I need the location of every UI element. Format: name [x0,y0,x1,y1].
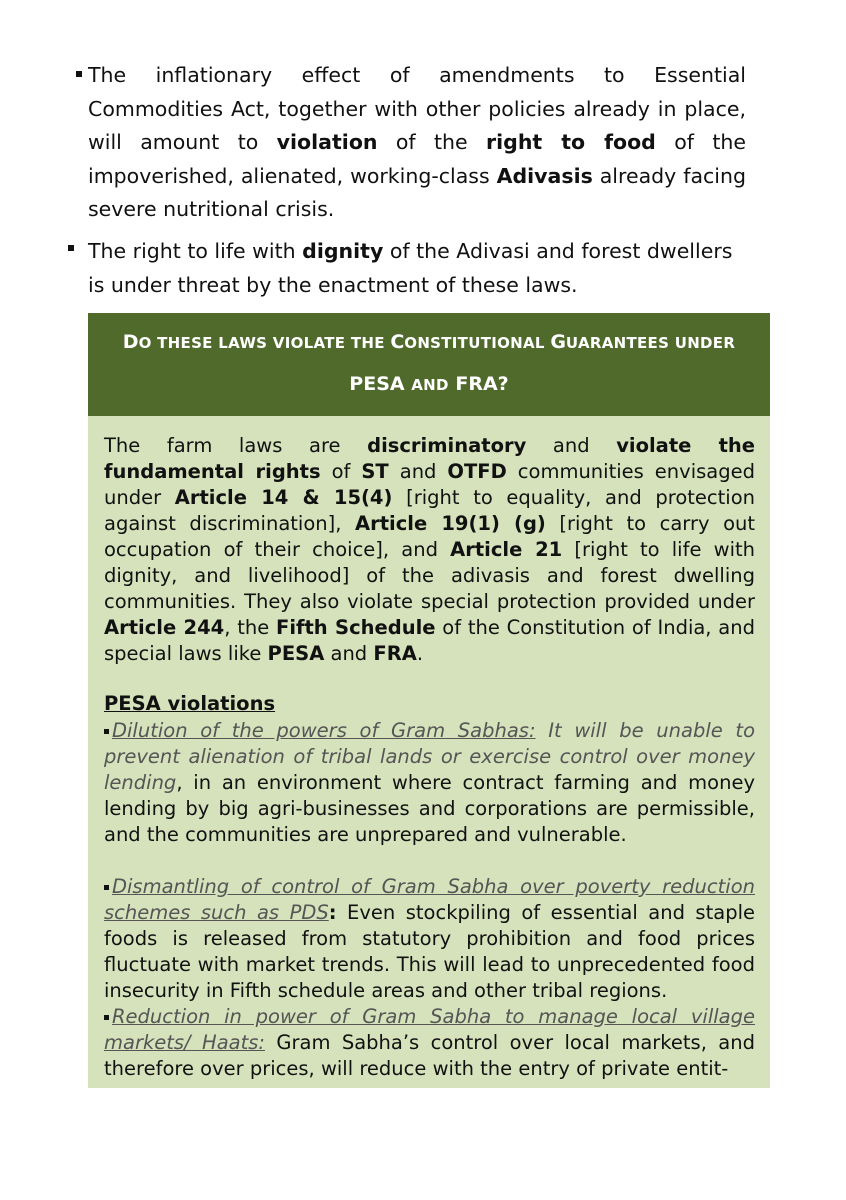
section-header-line2: PESA AND FRA? [349,373,509,395]
content-panel [88,416,770,1088]
pesa-item: Dismantling of control of Gram Sabha over poverty reduction schemes such as PDS: Even stockpiling of essential and staple foods is released from statutory prohibition and food prices fluctuate with market trends. This will lead to unprecedented food insecurity in Fifth schedule areas and other tribal regions. [104,875,755,1002]
pesa-item: Reduction in power of Gram Sabha to manage local village markets/ Haats: Gram Sabha’s control over local markets, and therefore over prices, will reduce with the entry of private entit- [104,1005,755,1080]
bullet-inflation: The inflationary effect of amendments to Essential Commodities Act, together with other policies already in place, will amount to violation of the right to food of the impoverished, alienated, working-class Adivasis already facing severe nutritional crisis. [88,63,747,221]
bullet-square-icon [104,1015,109,1020]
pesa-heading: PESA violations [104,692,276,715]
pesa-item: Dilution of the powers of Gram Sabhas: It will be unable to prevent alienation of tribal lands or exercise control over money lending, in an environment where contract farming and money lending by big agri-businesses and corporations are permissible, and the communities are unprepared and vulnerable. [104,719,755,846]
section-header [88,313,770,416]
bullet-square-icon [68,245,74,251]
bullet-square-icon [104,885,109,890]
intro-paragraph: The farm laws are discriminatory and violate the fundamental rights of ST and OTFD communities envisaged under Article 14 & 15(4) [right to equality, and protection against discrimination], Article 19(1) (g) [right to carry out occupation of their choice], and Article 21 [right to life with dignity, and livelihood] of the adivasis and forest dwelling communities. They also violate special protection provided under Article 244, the Fifth Schedule of the Constitution of India, and special laws like PESA and FRA. [104,434,756,665]
bullet-dignity: The right to life with dignity of the Adivasi and forest dwellers is under threat by the enactment of these laws. [88,239,733,297]
bullet-square-icon [104,729,109,734]
bullet-square-icon [76,71,82,77]
section-header-line1: DO THESE LAWS VIOLATE THE CONSTITUTIONAL GUARANTEES UNDER [122,331,736,353]
